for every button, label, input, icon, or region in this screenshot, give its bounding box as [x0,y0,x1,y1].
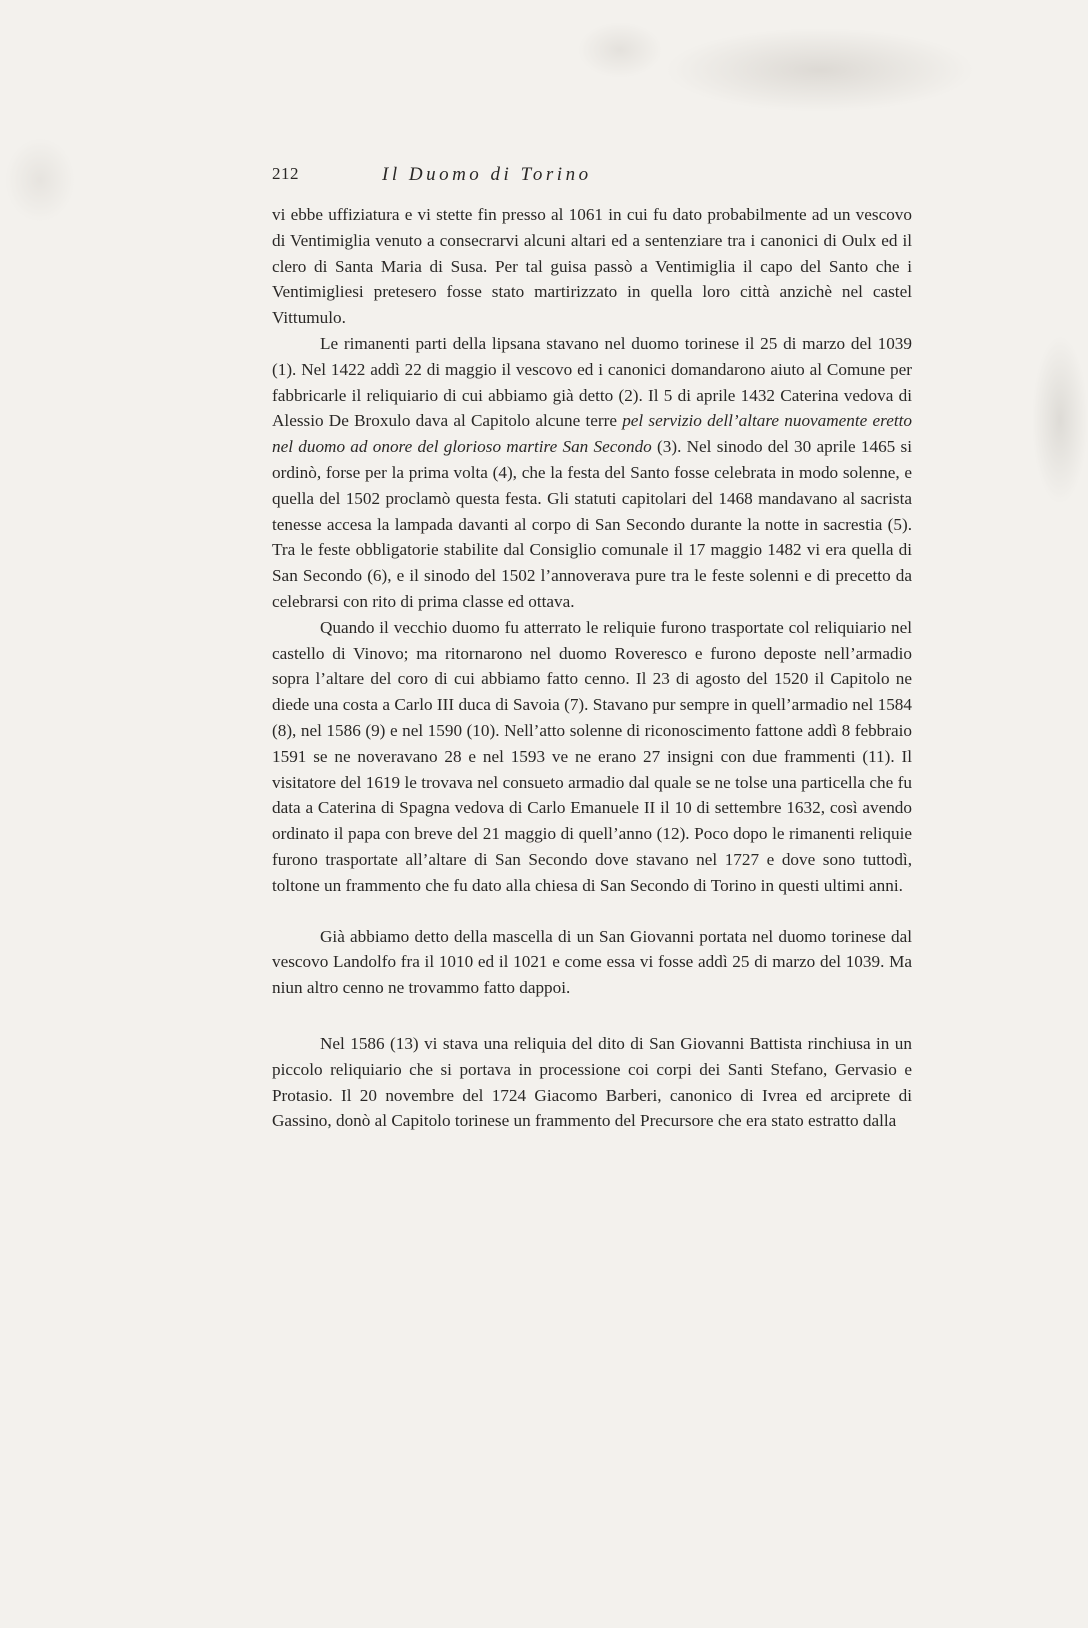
running-title: Il Duomo di Torino [382,164,592,185]
page-header [272,164,912,194]
body-text [272,202,912,1134]
paragraph-2 [272,331,912,615]
paragraph-4: Già abbiamo detto della mascella di un San Giovanni portata nel duomo torinese dal vescovo Landolfo fra il 1010 ed il 1021 e come essa vi fosse addì 25 di marzo del 1039. Ma niun altro cenno ne trovammo fatto dappoi. [272,926,912,998]
paragraph-2-text-after: (3). Nel sinodo del 30 aprile 1465 si ordinò, forse per la prima volta (4), che la festa del Santo fosse celebrata in modo solenne, e quella del 1502 proclamò questa festa. Gli statuti capitolari del 1468 mandavano al sacrista tenesse accesa la lampada davanti al corpo di San Secondo durante la notte in sacrestia (5). Tra le feste obbligatorie stabilite dal Consiglio comunale il 17 maggio 1482 vi era quella di San Secondo (6), e il sinodo del 1502 l’annoverava pure tra le feste solenni e di precetto da celebrarsi con rito di prima classe ed ottava. [272,437,912,611]
paragraph-5: Nel 1586 (13) vi stava una reliquia del dito di San Giovanni Battista rinchiusa in un piccolo reliquiario che si portava in processione coi corpi dei Santi Stefano, Gervasio e Protasio. Il 20 novembre del 1724 Giacomo Barberi, canonico di Ivrea ed arciprete di Gassino, donò al Capitolo torinese un frammento del Precursore che era stato estratto dalla [272,1033,912,1131]
paragraph-1: vi ebbe uffiziatura e vi stette fin presso al 1061 in cui fu dato probabilmente ad un vescovo di Ventimiglia venuto a consecrarvi alcuni altari ed a sentenziare tra i canonici di Oulx ed il clero di Santa Maria di Susa. Per tal guisa passò a Ventimiglia il capo del Santo che i Ventimigliesi pretesero fosse stato martirizzato in quella loro città anzichè nel castel Vittumulo. [272,205,912,328]
paragraph-3: Quando il vecchio duomo fu atterrato le reliquie furono trasportate col reliquiario nel castello di Vinovo; ma ritornarono nel duomo Roveresco e furono deposte nell’armadio sopra l’altare del coro di cui abbiamo fatto cenno. Il 23 di agosto del 1520 il Capitolo ne diede una costa a Carlo III duca di Savoia (7). Stavano pur sempre in quell’armadio nel 1584 (8), nel 1586 (9) e nel 1590 (10). Nell’atto solenne di riconoscimento fattone addì 8 febbraio 1591 se ne noveravano 28 e nel 1593 ve ne erano 27 insigni con due frammenti (11). Il visitatore del 1619 le trovava nel consueto armadio dal quale se ne tolse una particella che fu data a Caterina di Spagna vedova di Carlo Emanuele II il 10 di settembre 1632, così avendo ordinato il papa con breve del 21 maggio di quell’anno (12). Poco dopo le rimanenti reliquie furono trasportate all’altare di San Secondo dove stavano nel 1727 e dove sono tuttodì, toltone un frammento che fu dato alla chiesa di San Secondo di Torino in questi ultimi anni. [272,617,912,895]
page-number: 212 [272,164,299,183]
paragraph-2-text-before: Le rimanenti parti della lipsana stavano nel duomo torinese il 25 di marzo del 1039 (1). Nel 1422 addì 22 di maggio il vescovo ed i canonici domandarono aiuto al Comune per fabbricarle il reliquiario di cui abbiamo già detto (2). Il 5 di aprile 1432 Caterina vedova di Alessio De Broxulo dava al Capitolo alcune terre [272,333,912,431]
paragraph-2-italic-quote: pel servizio dell’altare nuovamente eretto nel duomo ad onore del glorioso martire San Secondo [272,411,912,457]
